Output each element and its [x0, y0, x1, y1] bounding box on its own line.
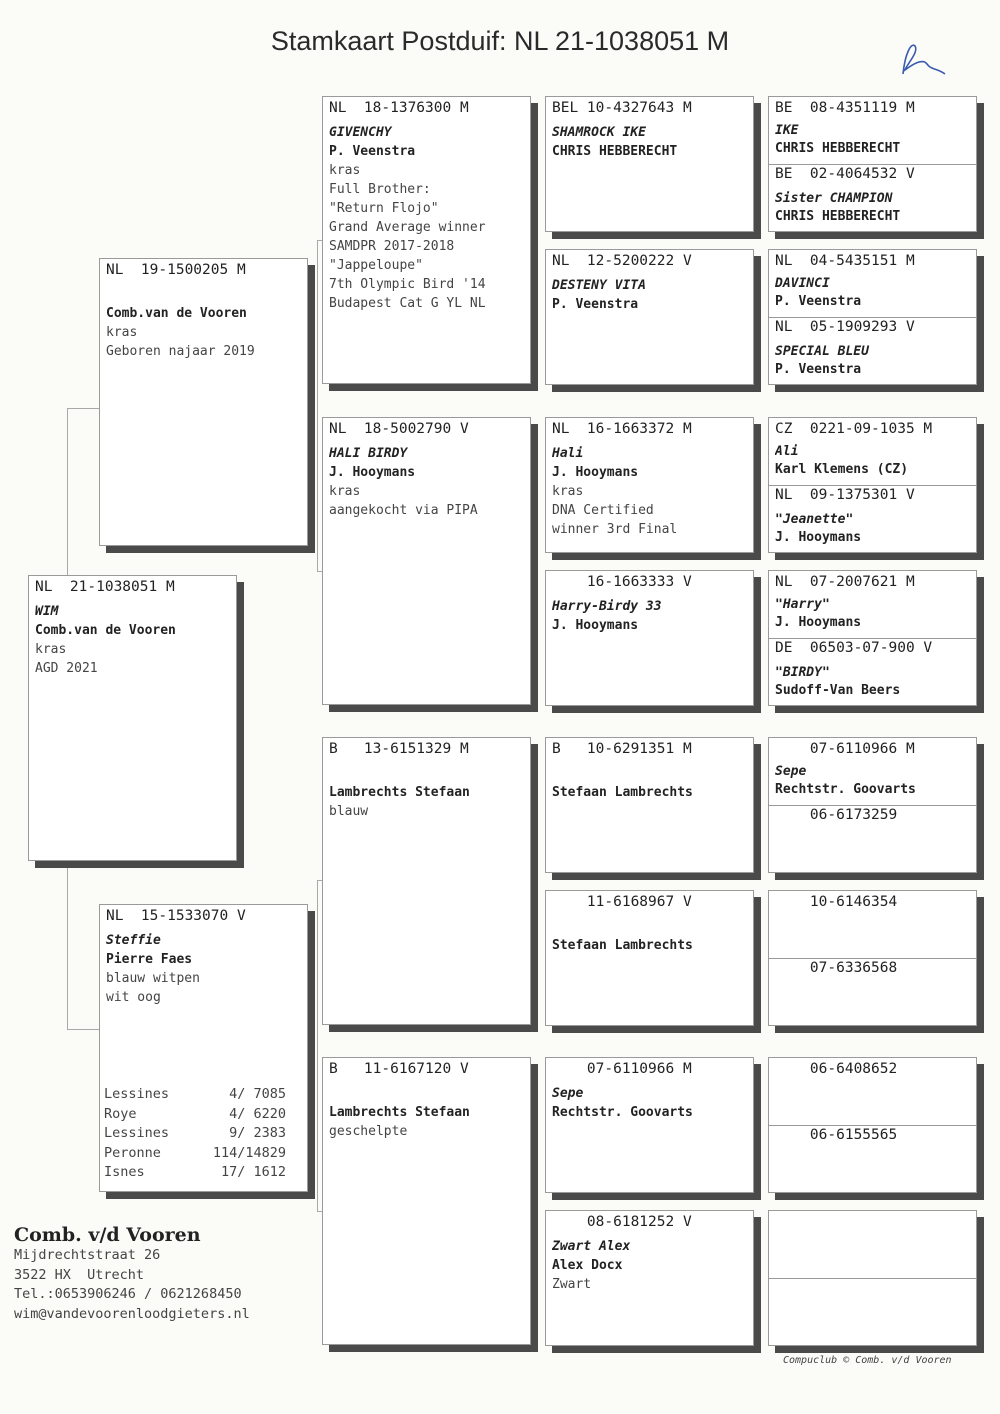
pigeon-name: Sepe [775, 764, 807, 779]
owner-phone: Tel.:0653906246 / 0621268450 [14, 1286, 242, 1302]
ancestor-pair-card [768, 737, 977, 873]
race-place: Lessines [104, 1125, 170, 1141]
pigeon-note: winner 3rd Final [552, 522, 678, 537]
pigeon-owner: Comb.van de Vooren [106, 306, 247, 321]
sire-card [99, 258, 308, 546]
subject-card [28, 575, 237, 861]
pedigree-id: 06-6173259 [775, 807, 898, 823]
pedigree-id: NL 16-1663372 M [552, 421, 692, 437]
pedigree-id: BE 02-4064532 V [775, 166, 915, 182]
pedigree-id: 07-6110966 M [552, 1061, 692, 1077]
pigeon-owner: Karl Klemens (CZ) [775, 462, 909, 477]
race-rank: 4/ 6220 [229, 1105, 286, 1122]
pigeon-name: DAVINCI [775, 276, 830, 291]
pigeon-name: HALI BIRDY [329, 446, 408, 461]
great-grandparent-card [545, 570, 754, 706]
pigeon-owner: Comb.van de Vooren [35, 623, 176, 638]
race-rank: 17/ 1612 [220, 1164, 286, 1180]
great-grandparent-card [545, 737, 754, 873]
pedigree-id: NL 04-5435151 M [775, 253, 915, 269]
pigeon-note: kras [552, 484, 584, 499]
pigeon-owner: Stefaan Lambrechts [552, 938, 693, 953]
pigeon-note: SAMDPR 2017-2018 [329, 239, 455, 254]
pigeon-name: Hali [552, 446, 584, 461]
great-grandparent-card [545, 249, 754, 385]
pigeon-color: kras [35, 642, 67, 657]
pigeon-note: Geboren najaar 2019 [106, 344, 255, 359]
pedigree-id: BE 08-4351119 M [775, 100, 915, 116]
owner-city: 3522 HX Utrecht [14, 1266, 145, 1283]
pigeon-owner: Rechtstr. Goovarts [552, 1105, 693, 1120]
great-grandparent-card [545, 96, 754, 232]
race-result-row [104, 1085, 286, 1105]
pigeon-owner: J. Hooymans [775, 530, 862, 545]
pigeon-name: "BIRDY" [775, 665, 830, 680]
pigeon-owner: J. Hooymans [775, 615, 862, 630]
pedigree-id: 06-6155565 [775, 1127, 898, 1143]
race-result-row [104, 1163, 286, 1183]
pigeon-owner: Stefaan Lambrechts [552, 785, 693, 800]
pigeon-note: AGD 2021 [35, 661, 98, 676]
race-place: Roye [104, 1105, 137, 1122]
pigeon-name: SHAMROCK IKE [552, 125, 646, 140]
pigeon-name: IKE [775, 123, 799, 138]
pedigree-id: 16-1663333 V [552, 574, 692, 590]
pigeon-note: Budapest Cat G YL NL [329, 296, 486, 311]
pigeon-note: Grand Average winner [329, 220, 486, 235]
pigeon-owner: P. Veenstra [552, 297, 639, 312]
ancestor-pair-card [768, 96, 977, 232]
pedigree-id: B 11-6167120 V [329, 1061, 469, 1077]
divider [769, 1278, 976, 1279]
pigeon-note: Full Brother: [329, 182, 431, 197]
race-rank: 114/14829 [212, 1144, 286, 1161]
grandparent-card [322, 737, 531, 1025]
pigeon-owner: P. Veenstra [775, 294, 862, 309]
pigeon-owner: Lambrechts Stefaan [329, 1105, 470, 1120]
pedigree-id: NL 09-1375301 V [775, 487, 915, 503]
pigeon-name: Sepe [552, 1086, 584, 1101]
pigeon-owner: J. Hooymans [552, 618, 639, 633]
pedigree-id: NL 18-1376300 M [329, 100, 469, 116]
ancestor-pair-card [768, 890, 977, 1026]
pigeon-note: kras [329, 163, 361, 178]
race-rank: 9/ 2383 [229, 1125, 286, 1141]
pigeon-note: wit oog [106, 990, 161, 1005]
ancestor-pair-card [768, 570, 977, 706]
signature-mark [893, 34, 953, 84]
great-grandparent-card [545, 890, 754, 1026]
pigeon-owner: Lambrechts Stefaan [329, 785, 470, 800]
race-place: Lessines [104, 1086, 170, 1102]
pigeon-name: Harry-Birdy 33 [552, 599, 662, 614]
race-rank: 4/ 7085 [229, 1086, 286, 1102]
pigeon-color: blauw witpen [106, 971, 200, 986]
pedigree-id: NL 05-1909293 V [775, 319, 915, 335]
pigeon-owner: P. Veenstra [775, 362, 862, 377]
pigeon-name: "Harry" [775, 597, 830, 612]
pigeon-owner: Sudoff-Van Beers [775, 683, 901, 698]
pedigree-id: NL 07-2007621 M [775, 574, 915, 590]
pigeon-owner: CHRIS HEBBERECHT [552, 144, 678, 159]
pigeon-color: kras [106, 325, 138, 340]
pigeon-name: DESTENY VITA [552, 278, 646, 293]
race-place: Isnes [104, 1164, 145, 1180]
pigeon-name: WIM [35, 604, 59, 619]
pigeon-owner: P. Veenstra [329, 144, 416, 159]
race-result-row [104, 1124, 286, 1144]
pigeon-name: Zwart Alex [552, 1239, 631, 1254]
pedigree-id: DE 06503-07-900 V [775, 640, 933, 656]
pedigree-id: B 10-6291351 M [552, 741, 692, 757]
grandparent-card [322, 417, 531, 705]
pigeon-owner: CHRIS HEBBERECHT [775, 141, 901, 156]
pigeon-owner: Rechtstr. Goovarts [775, 782, 916, 797]
pigeon-note: kras [329, 484, 361, 499]
pedigree-id: 11-6168967 V [552, 894, 692, 910]
ancestor-pair-card [768, 1210, 977, 1346]
pigeon-note: 7th Olympic Bird '14 [329, 277, 486, 292]
pedigree-id: NL 15-1533070 V [106, 908, 246, 924]
pigeon-name: Ali [775, 444, 799, 459]
pedigree-id: NL 12-5200222 V [552, 253, 692, 269]
owner-name: Comb. v/d Vooren [14, 1224, 201, 1246]
pedigree-id: 08-6181252 V [552, 1214, 692, 1230]
great-grandparent-card [545, 1057, 754, 1193]
pigeon-name: Steffie [106, 933, 161, 948]
pigeon-name: "Jeanette" [775, 512, 854, 527]
pigeon-note: blauw [329, 804, 369, 819]
grandparent-card [322, 1057, 531, 1345]
ancestor-pair-card [768, 1057, 977, 1193]
grandparent-card [322, 96, 531, 384]
pigeon-note: Zwart [552, 1277, 592, 1292]
ancestor-pair-card [768, 249, 977, 385]
pigeon-note: "Jappeloupe" [329, 258, 423, 273]
pigeon-name: Sister CHAMPION [775, 191, 893, 206]
pigeon-name: GIVENCHY [329, 125, 392, 140]
pigeon-note: DNA Certified [552, 503, 654, 518]
pedigree-id: CZ 0221-09-1035 M [775, 421, 933, 437]
pedigree-id: 07-6110966 M [775, 741, 915, 757]
great-grandparent-card [545, 1210, 754, 1346]
race-place: Peronne [104, 1144, 161, 1161]
pigeon-note: "Return Flojo" [329, 201, 439, 216]
owner-street: Mijdrechtstraat 26 [14, 1247, 161, 1263]
race-result-row [104, 1144, 286, 1164]
pedigree-id: 06-6408652 [775, 1061, 898, 1077]
pigeon-note: aangekocht via PIPA [329, 503, 478, 518]
pedigree-id: B 13-6151329 M [329, 741, 469, 757]
footer-credit: Compuclub © Comb. v/d Vooren [783, 1355, 952, 1366]
pigeon-owner: J. Hooymans [552, 465, 639, 480]
pedigree-id: NL 18-5002790 V [329, 421, 469, 437]
pigeon-owner: J. Hooymans [329, 465, 416, 480]
pedigree-id: NL 19-1500205 M [106, 262, 246, 278]
owner-block [14, 1224, 250, 1324]
race-results [104, 1085, 286, 1183]
pedigree-id: NL 21-1038051 M [35, 579, 175, 595]
pigeon-note: geschelpte [329, 1124, 408, 1139]
pigeon-owner: Alex Docx [552, 1258, 623, 1273]
race-result-row [104, 1105, 286, 1125]
page-title: Stamkaart Postduif: NL 21-1038051 M [270, 26, 730, 56]
pigeon-owner: Pierre Faes [106, 952, 193, 967]
pedigree-id: 10-6146354 [775, 894, 898, 910]
great-grandparent-card [545, 417, 754, 553]
owner-email: wim@vandevoorenloodgieters.nl [14, 1305, 250, 1322]
pedigree-id: 07-6336568 [775, 960, 898, 976]
pigeon-name: SPECIAL BLEU [775, 344, 869, 359]
ancestor-pair-card [768, 417, 977, 553]
pedigree-id: BEL 10-4327643 M [552, 100, 692, 116]
pigeon-owner: CHRIS HEBBERECHT [775, 209, 901, 224]
